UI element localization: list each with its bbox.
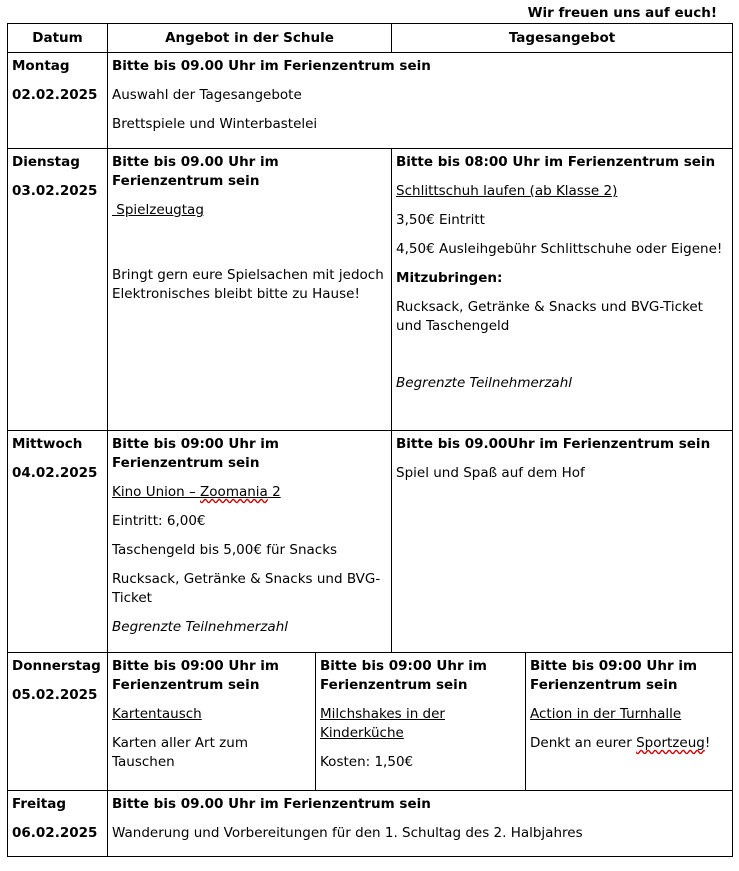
day-name: Donnerstag — [12, 658, 101, 674]
row-friday — [8, 791, 733, 857]
thursday-col-2 — [316, 653, 526, 791]
arrival-time: Bitte bis 09:00 Uhr im Ferienzentrum sein — [530, 658, 698, 693]
limit-note: Begrenzte Teilnehmerzahl — [112, 619, 289, 635]
bring-label: Mitzubringen: — [396, 270, 503, 286]
activity-text: Brettspiele und Winterbastelei — [112, 116, 318, 132]
activity-note: Kosten: 1,50€ — [320, 754, 414, 770]
row-tuesday — [8, 149, 733, 431]
day-name: Dienstag — [12, 154, 80, 170]
tuesday-offer — [392, 149, 733, 431]
day-date: 05.02.2025 — [12, 687, 98, 703]
activity-title: Kartentausch — [112, 706, 202, 722]
activity-note: Karten aller Art zum Tauschen — [112, 735, 248, 770]
day-cell-friday — [8, 791, 108, 857]
header-school: Angebot in der Schule — [108, 24, 392, 53]
arrival-time: Bitte bis 09.00 Uhr im Ferienzentrum sein — [112, 154, 279, 189]
row-thursday — [8, 653, 733, 791]
note-part: Sportzeug — [636, 735, 705, 751]
row-wednesday — [8, 431, 733, 653]
arrival-time: Bitte bis 09.00 Uhr im Ferienzentrum sein — [112, 58, 431, 74]
day-cell-monday — [8, 53, 108, 149]
day-cell-tuesday — [8, 149, 108, 431]
activity-title: Spielzeugtag — [112, 202, 204, 218]
schedule-table — [7, 23, 733, 857]
wednesday-school — [108, 431, 392, 653]
row-monday — [8, 53, 733, 149]
day-cell-thursday — [8, 653, 108, 791]
activity-title: Action in der Turnhalle — [530, 706, 682, 722]
header-date: Datum — [8, 24, 108, 53]
friday-content — [108, 791, 733, 857]
wednesday-offer — [392, 431, 733, 653]
activity-note — [530, 734, 728, 753]
arrival-time: Bitte bis 09:00 Uhr im Ferienzentrum sein — [320, 658, 488, 693]
day-date: 02.02.2025 — [12, 87, 98, 103]
day-name: Montag — [12, 58, 70, 74]
tagline: Wir freuen uns auf euch! — [527, 5, 717, 21]
price-rental: 4,50€ Ausleihgebühr Schlittschuhe oder Eigene! — [396, 241, 723, 257]
activity-text: Wanderung und Vorbereitungen für den 1. Schultag des 2. Halbjahres — [112, 825, 583, 841]
activity-title: Schlittschuh laufen (ab Klasse 2) — [396, 183, 618, 199]
arrival-time: Bitte bis 08:00 Uhr im Ferienzentrum sein — [396, 154, 716, 170]
activity-title: Milchshakes in der Kinderküche — [320, 706, 445, 741]
activity-text: Auswahl der Tagesangebote — [112, 87, 302, 103]
thursday-col-3 — [526, 653, 733, 791]
day-cell-wednesday — [8, 431, 108, 653]
bring-list: Rucksack, Getränke & Snacks und BVG- Ticket — [112, 571, 381, 606]
activity-title — [112, 483, 387, 502]
arrival-time: Bitte bis 09.00 Uhr im Ferienzentrum sein — [112, 796, 431, 812]
limit-note: Begrenzte Teilnehmerzahl — [396, 375, 573, 391]
price-entry: 3,50€ Eintritt — [396, 212, 485, 228]
activity-part: 2 — [267, 484, 281, 500]
bring-list: Rucksack, Getränke & Snacks und BVG-Ticket und Taschengeld — [396, 299, 703, 334]
monday-content — [108, 53, 733, 149]
activity-part: Kino Union – — [112, 484, 201, 500]
day-date: 06.02.2025 — [12, 825, 98, 841]
arrival-time: Bitte bis 09:00 Uhr im Ferienzentrum sein — [112, 436, 280, 471]
day-date: 04.02.2025 — [12, 465, 98, 481]
day-name: Mittwoch — [12, 436, 83, 452]
note-part: ! — [704, 735, 711, 751]
price-entry: Eintritt: 6,00€ — [112, 513, 206, 529]
arrival-time: Bitte bis 09.00Uhr im Ferienzentrum sein — [396, 436, 711, 452]
day-date: 03.02.2025 — [12, 183, 98, 199]
arrival-time: Bitte bis 09:00 Uhr im Ferienzentrum sein — [112, 658, 280, 693]
thursday-col-1 — [108, 653, 316, 791]
activity-part: Zoomania — [200, 484, 268, 500]
header-day-offer: Tagesangebot — [392, 24, 733, 53]
note-part: Denkt an eurer — [530, 735, 637, 751]
pocket-money: Taschengeld bis 5,00€ für Snacks — [112, 542, 338, 558]
day-name: Freitag — [12, 796, 67, 812]
tuesday-school — [108, 149, 392, 431]
activity-note: Bringt gern eure Spielsachen mit jedoch Elektronisches bleibt bitte zu Hause! — [112, 267, 384, 302]
activity-text: Spiel und Spaß auf dem Hof — [396, 465, 585, 481]
header-row — [8, 24, 733, 53]
